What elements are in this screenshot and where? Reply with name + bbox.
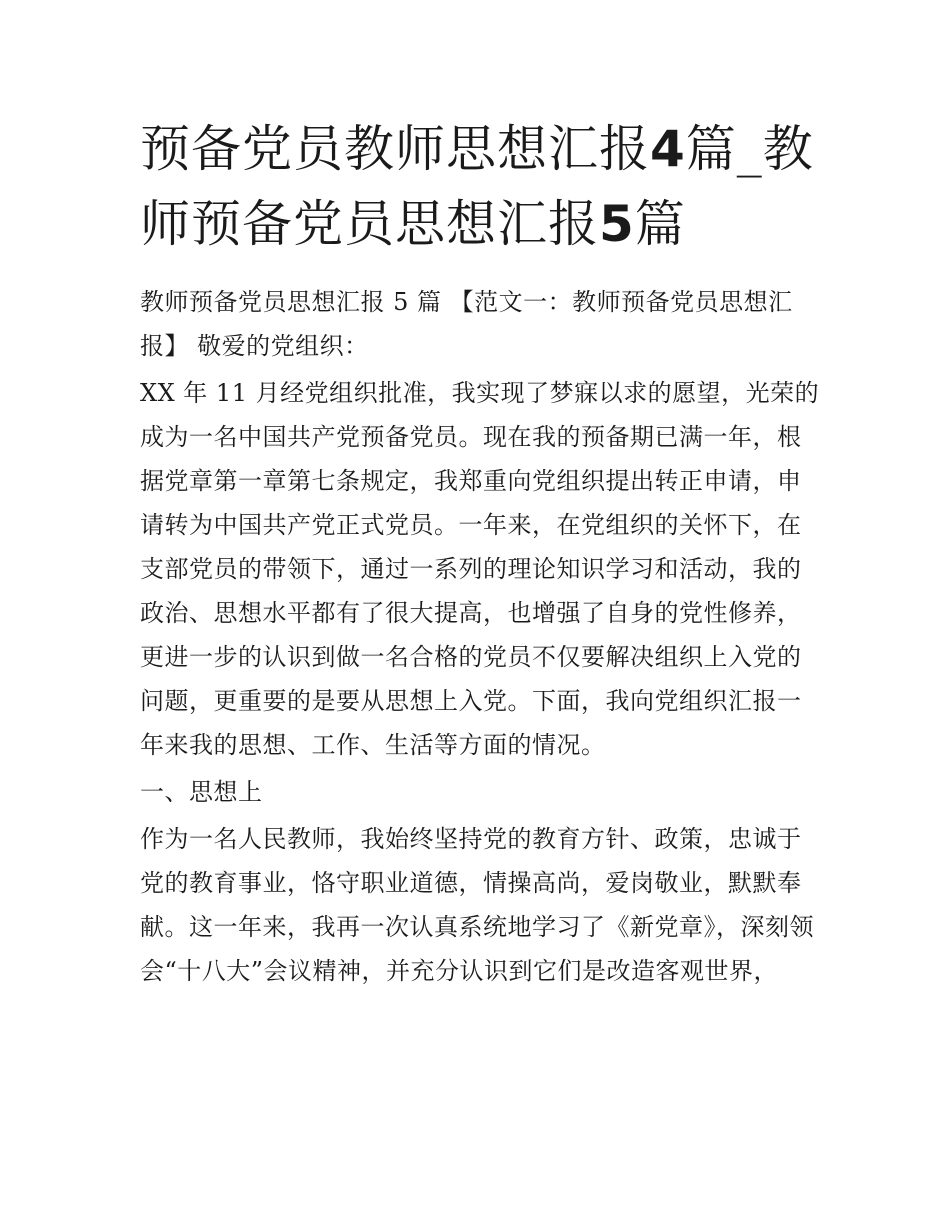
title-text-part3: 篇 — [634, 195, 686, 253]
section-heading-thought: 一、思想上 — [140, 778, 263, 806]
paragraph-intro: 教师预备党员思想汇报 5 篇 【范文一：教师预备党员思想汇报】 敬爱的党组织： — [140, 288, 793, 360]
document-title — [140, 112, 820, 262]
paragraph-main: XX 年 11 月经党组织批准，我实现了梦寐以求的愿望，光荣的成为一名中国共产党预备党员。现在我的预备期已满一年，根据党章第一章第七条规定，我郑重向党组织提出转正申请，申请转为中国共产党正式党员。一年来，在党组织的关怀下，在支部党员的带领下，通过一系列的理论知识学习和活动，我的政治、思想水平都有了很大提高，也增强了自身的党性修养，更进一步的认识到做一名合格的党员不仅要解决组织上入党的问题，更重要的是要从思想上入党。下面，我向党组织汇报一年来我的思想、工作、生活等方面的情况。 — [140, 379, 820, 759]
title-number-1: 4 — [650, 120, 686, 178]
document-body — [140, 280, 820, 993]
title-text-part2: 篇_教师预备党员思想汇报 — [140, 120, 814, 253]
paragraph-thought: 作为一名人民教师，我始终坚持党的教育方针、政策，忠诚于党的教育事业，恪守职业道德，情操高尚，爱岗敬业，默默奉献。这一年来，我再一次认真系统地学习了《新党章》，深刻领会“十八大”会议精神，并充分认识到它们是改造客观世界， — [140, 825, 814, 985]
title-text-part1: 预备党员教师思想汇报 — [140, 120, 650, 178]
title-number-2: 5 — [599, 195, 635, 253]
